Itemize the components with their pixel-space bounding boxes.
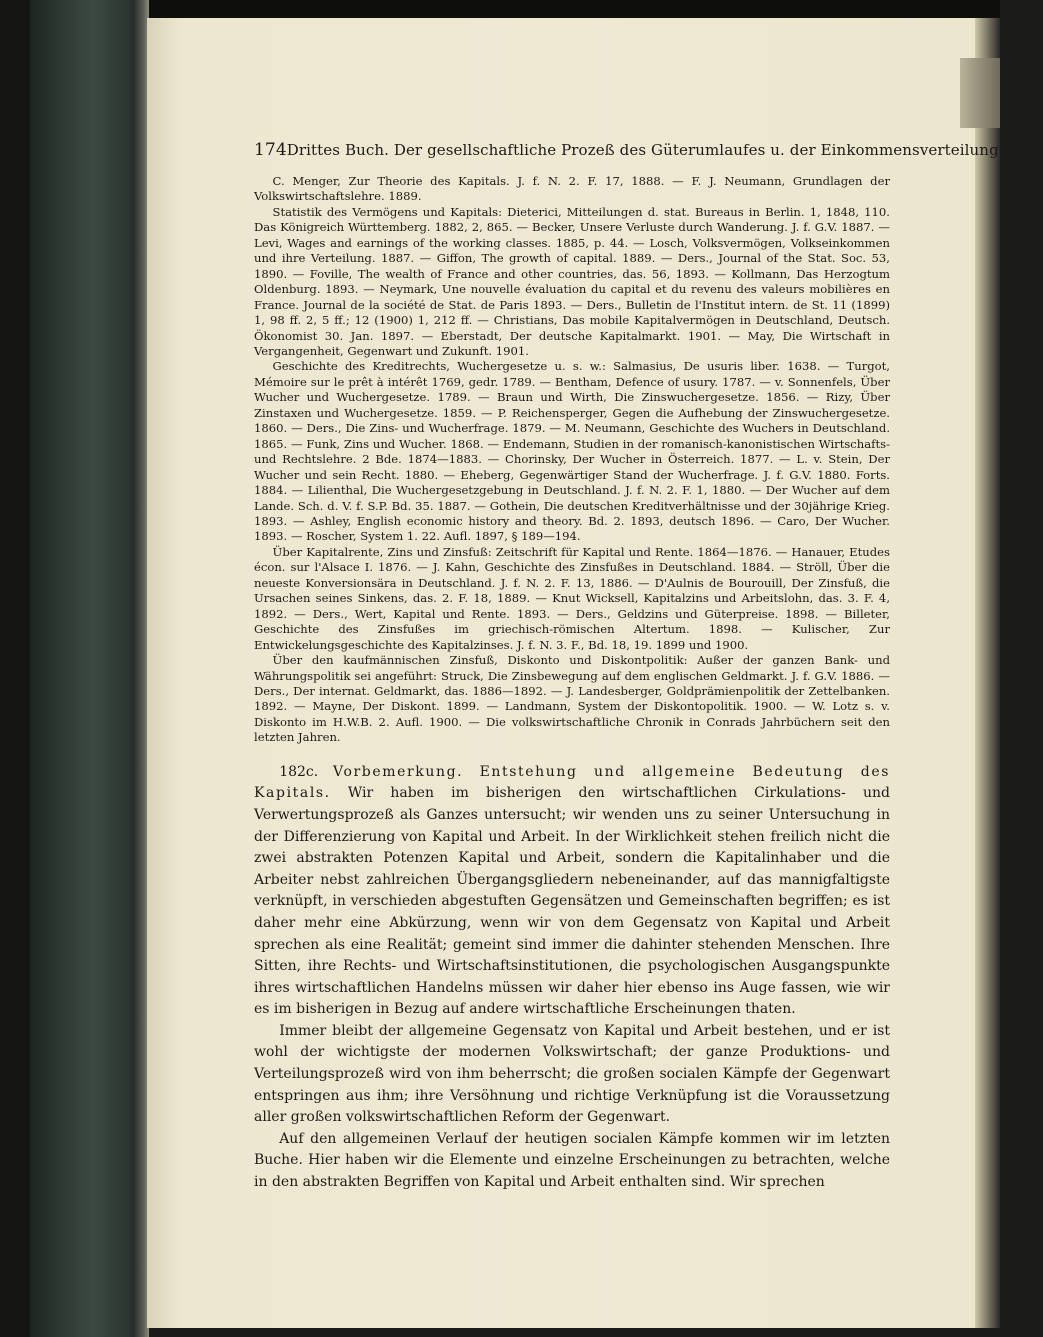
section-reference: [632 bbox=[1003, 140, 1043, 160]
running-header bbox=[254, 140, 1043, 160]
running-title: Drittes Buch. Der gesellschaftliche Prozeß des Güterumlaufes u. der Einkommensverteilung. bbox=[286, 141, 1004, 159]
scan-background-left bbox=[0, 0, 30, 1337]
page-corner-flap bbox=[960, 58, 1000, 128]
page-content bbox=[254, 140, 1043, 1194]
page-edge-shadow bbox=[975, 18, 1000, 1328]
section-paragraph: Auf den allgemeinen Verlauf der heutigen socialen Kämpfe kommen wir im letzten Buche. Hier haben wir die Elemente und einzelne Erscheinungen zu betrachten, welche in den abstrakten Begriffen von Kapital und Arbeit enthalten sind. Wir sprechen bbox=[254, 1130, 890, 1191]
book-binding bbox=[30, 0, 145, 1337]
bibliography-entry: Über Kapitalrente, Zins und Zinsfuß: Zeitschrift für Kapital und Rente. 1864—1876. — Hanauer, Etudes écon. sur l'Alsace I. 1876. — J. Kahn, Geschichte des Zinsfußes in Deutschland. 1884. — Ströll, Über die neueste Konversionsära in Deutschland. J. f. N. 2. F. 13, 1886. — D'Aulnis de Bourouill, Der Zinsfuß, die Ursachen seines Sinkens, das. 2. F. 18, 1889. — Knut Wicksell, Kapitalzins und Arbeitslohn, das. 3. F. 4, 1892. — Ders., Wert, Kapital und Rente. 1893. — Ders., Geldzins und Güterpreise. 1898. — Billeter, Geschichte des Zinsfußes im griechisch-römischen Altertum. 1898. — Kulischer, Zur Entwickelungsgeschichte des Kapitalzinses. J. f. N. 3. F., Bd. 18, 19. 1899 und 1900. bbox=[254, 544, 890, 652]
bibliography-entry: Statistik des Vermögens und Kapitals: Dieterici, Mitteilungen d. stat. Bureaus in Berlin. 1, 1848, 110. Das Königreich Württemberg. 1882, 2, 865. — Becker, Unsere Verluste durch Wanderung. J. f. G.V. 1887. — Levi, Wages and earnings of the working classes. 1885, p. 44. — Losch, Volksvermögen, Volkseinkommen und ihre Verteilung. 1887. — Giffon, The growth of capital. 1889. — Ders., Journal of the Stat. Soc. 53, 1890. — Foville, The wealth of France and other countries, das. 56, 1893. — Kollmann, Das Herzogtum Oldenburg. 1893. — Neymark, Une nouvelle évaluation du capital et du revenu des valeurs mobilières en France. Journal de la société de Stat. de Paris 1893. — Ders., Bulletin de l'Institut intern. de St. 11 (1899) 1, 98 ff. 2, 5 ff.; 12 (1900) 1, 212 ff. — Christians, Das mobile Kapitalvermögen in Deutschland, Deutsch. Ökonomist 30. Jan. 1897. — Eberstadt, Der deutsche Kapitalmarkt. 1901. — May, Die Wirtschaft in Vergangenheit, Gegenwart und Zukunft. 1901. bbox=[254, 204, 890, 358]
section-title: Vorbemerkung. Entstehung und allgemeine Bedeutung des Kapitals. bbox=[254, 763, 890, 802]
page-number: 174 bbox=[254, 140, 287, 160]
bibliography-entry: Geschichte des Kreditrechts, Wuchergesetze u. s. w.: Salmasius, De usuris liber. 1638. — Turgot, Mémoire sur le prêt à intérêt 1769, gedr. 1789. — Bentham, Defence of usury. 1787. — v. Sonnenfels, Über Wucher und Wuchergesetze. 1789. — Braun und Wirth, Die Zinswuchergesetze. 1856. — Rizy, Über Zinstaxen und Wuchergesetze. 1859. — P. Reichensperger, Gegen die Aufhebung der Zinswuchergesetze. 1860. — Ders., Die Zins- und Wucherfrage. 1879. — M. Neumann, Geschichte des Wuchers in Deutschland. 1865. — Funk, Zins und Wucher. 1868. — Endemann, Studien in der romanisch-kanonistischen Wirtschafts- und Rechtslehre. 2 Bde. 1874—1883. — Chorinsky, Der Wucher in Österreich. 1877. — L. v. Stein, Der Wucher und sein Recht. 1880. — Eheberg, Gegenwärtiger Stand der Wucherfrage. J. f. G.V. 1880. Forts. 1884. — Lilienthal, Die Wuchergesetzgebung in Deutschland. J. f. N. 2. F. 1, 1880. — Der Wucher auf dem Lande. Sch. d. V. f. S.P. Bd. 35. 1887. — Gothein, Die deutschen Kreditverhältnisse und der 30jährige Krieg. 1893. — Ashley, English economic history and theory. Bd. 2. 1893, deutsch 1896. — Caro, Der Wucher. 1893. — Roscher, System 1. 22. Aufl. 1897, § 189—194. bbox=[254, 359, 890, 544]
section-number: 182c. bbox=[279, 763, 319, 780]
section-paragraph: Immer bleibt der allgemeine Gegensatz von Kapital und Arbeit bestehen, und er ist wohl der wichtigste der modernen Volkswirtschaft; der ganze Produktions- und Verteilungsprozeß wird von ihm beherrscht; die großen socialen Kämpfe der Gegenwart entspringen aus ihm; ihre Versöhnung und richtige Verknüpfung ist die Voraussetzung aller großen volkswirtschaftlichen Reform der Gegenwart. bbox=[254, 1022, 890, 1126]
section-paragraph-text: Wir haben im bisherigen den wirtschaftlichen Cirkulations- und Verwertungsprozeß als Ganzes untersucht; wir wenden uns zu seiner Untersuchung in der Differenzierung von Kapital und Arbeit. In der Wirklichkeit stehen freilich nicht die zwei abstrakten Potenzen Kapital und Arbeit, sondern die Kapitalinhaber und die Arbeiter nebst zahlreichen Übergangsgliedern nebeneinander, auf das mannigfaltigste verknüpft, in verschieden abgestuften Gegensätzen und Gemeinschaften begriffen; es ist daher mehr eine Abkürzung, wenn wir von dem Gegensatz von Kapital und Arbeit sprechen als eine Realität; gemeint sind immer die dahinter stehenden Menschen. Ihre Sitten, ihre Rechts- und Wirtschaftsinstitutionen, die psychologischen Ausgangspunkte ihres wirtschaftlichen Handelns müssen wir daher hier ebenso ins Auge fassen, wie wir es im bisherigen in Bezug auf andere wirtschaftliche Erscheinungen thaten. bbox=[254, 785, 890, 1018]
bibliography-entry: Über den kaufmännischen Zinsfuß, Diskonto und Diskontpolitik: Außer der ganzen Bank- und Währungspolitik sei angeführt: Struck, Die Zinsbewegung auf dem englischen Geldmarkt. J. f. G.V. 1886. — Ders., Der internat. Geldmarkt, das. 1886—1892. — J. Landesberger, Goldprämienpolitik der Zettelbanken. 1892. — Mayne, Der Diskont. 1899. — Landmann, System der Diskontopolitik. 1900. — W. Lotz s. v. Diskonto im H.W.B. 2. Aufl. 1900. — Die volkswirtschaftliche Chronik in Conrads Jahrbüchern seit den letzten Jahren. bbox=[254, 653, 890, 745]
bibliography bbox=[254, 174, 890, 746]
scan-background-top bbox=[0, 0, 1000, 18]
section-body bbox=[254, 762, 890, 1194]
section-paragraph bbox=[254, 762, 890, 1021]
bibliography-entry: C. Menger, Zur Theorie des Kapitals. J. f. N. 2. F. 17, 1888. — F. J. Neumann, Grundlagen der Volkswirtschaftslehre. 1889. bbox=[254, 174, 890, 204]
